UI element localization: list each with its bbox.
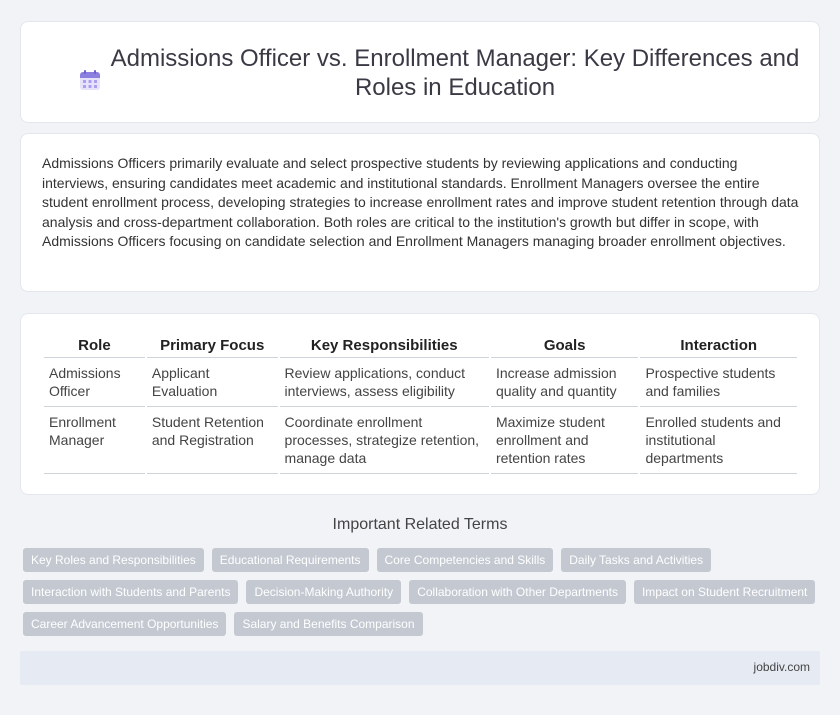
table-cell: Enrollment Manager [44,407,145,474]
table-cell: Prospective students and families [640,358,797,407]
comparison-table [42,333,799,474]
related-term-tag[interactable]: Decision-Making Authority [246,580,401,604]
table-row [44,358,797,407]
related-term-tag[interactable]: Interaction with Students and Parents [23,580,238,604]
table-cell: Review applications, conduct interviews, assess eligibility [280,358,489,407]
column-header-key-responsibilities: Key Responsibilities [280,333,489,358]
table-cell: Applicant Evaluation [147,358,278,407]
comparison-table-card [20,313,820,495]
table-cell: Student Retention and Registration [147,407,278,474]
column-header-primary-focus: Primary Focus [147,333,278,358]
table-header-row [44,333,797,358]
table-cell: Increase admission quality and quantity [491,358,639,407]
related-term-tag[interactable]: Impact on Student Recruitment [634,580,815,604]
related-term-tag[interactable]: Daily Tasks and Activities [561,548,711,572]
table-cell: Enrolled students and institutional departments [640,407,797,474]
related-term-tag[interactable]: Core Competencies and Skills [377,548,554,572]
intro-paragraph: Admissions Officers primarily evaluate and select prospective students by reviewing applications and conducting interviews, ensuring candidates meet academic and institutional standards. Enrollment Managers oversee the entire student enrollment process, developing strategies to increase enrollment rates and improve student retention through data analysis and cross-department collaboration. Both roles are critical to the institution's growth but differ in scope, with Admissions Officers focusing on candidate selection and Enrollment Managers managing broader enrollment objectives. [42,155,799,250]
related-term-tag[interactable]: Salary and Benefits Comparison [234,612,422,636]
footer-site-name[interactable]: jobdiv.com [753,660,810,674]
footer [20,651,820,685]
table-row [44,407,797,474]
intro-card [20,133,820,292]
column-header-goals: Goals [491,333,639,358]
table-cell: Coordinate enrollment processes, strategize retention, manage data [280,407,489,474]
related-term-tag[interactable]: Collaboration with Other Departments [409,580,626,604]
related-term-tag[interactable]: Key Roles and Responsibilities [23,548,204,572]
page-title: Admissions Officer vs. Enrollment Manager: Key Differences and Roles in Education [110,45,800,101]
column-header-role: Role [44,333,145,358]
related-terms-list [23,548,823,636]
related-term-tag[interactable]: Career Advancement Opportunities [23,612,226,636]
related-term-tag[interactable]: Educational Requirements [212,548,369,572]
related-terms-heading: Important Related Terms [332,516,508,533]
column-header-interaction: Interaction [640,333,797,358]
title-card [20,21,820,123]
calendar-icon [79,69,101,91]
table-cell: Admissions Officer [44,358,145,407]
table-cell: Maximize student enrollment and retention rates [491,407,639,474]
